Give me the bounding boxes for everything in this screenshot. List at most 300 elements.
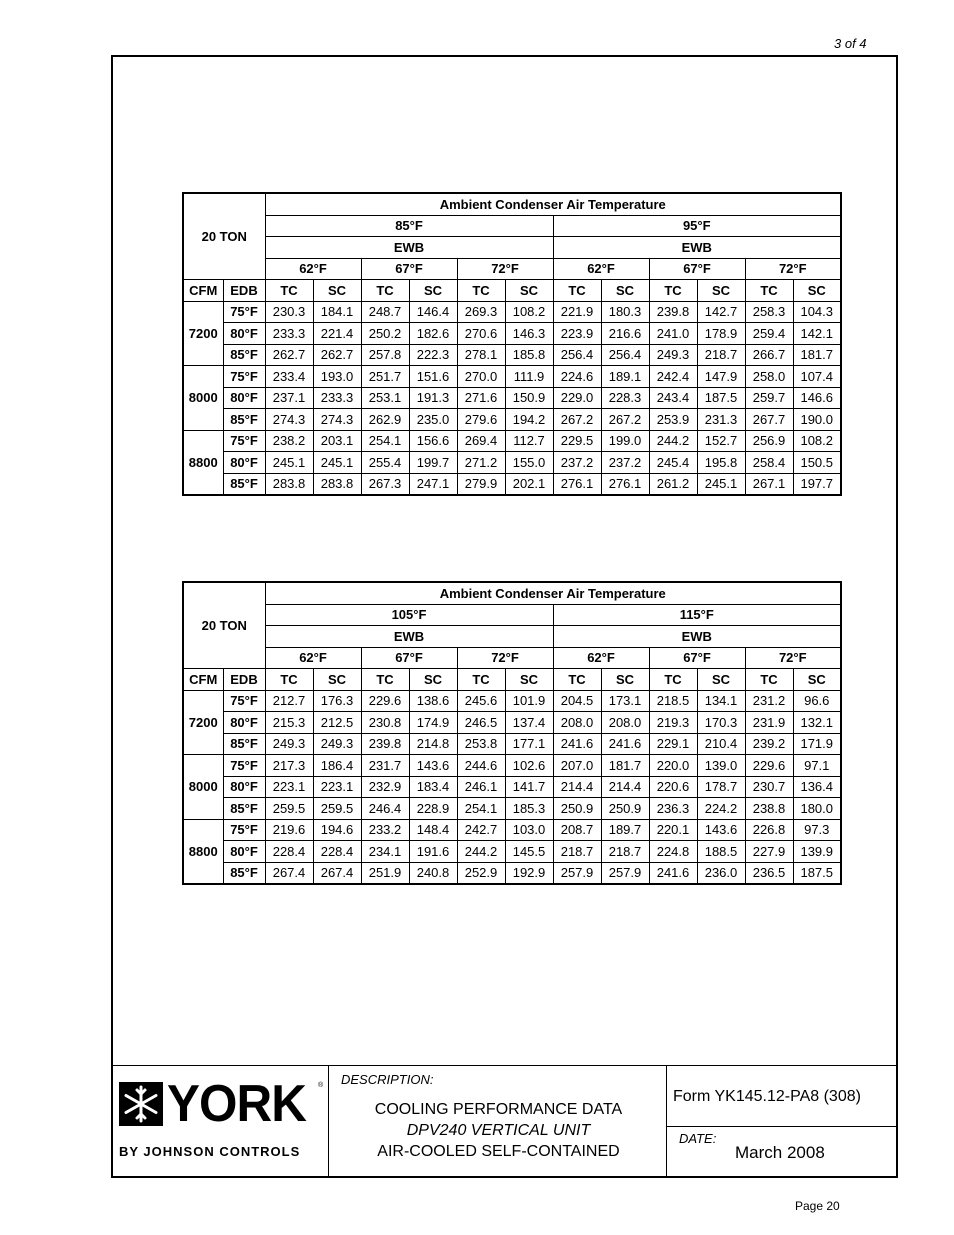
table-cell: 231.7 <box>361 755 409 777</box>
table-cell: 208.0 <box>553 712 601 734</box>
table-cell: 181.7 <box>793 344 841 366</box>
table-cell: 244.6 <box>457 755 505 777</box>
table-cell: 182.6 <box>409 323 457 345</box>
table-cell: 192.9 <box>505 862 553 884</box>
table-cell: 247.1 <box>409 473 457 495</box>
table-cell: 244.2 <box>649 430 697 452</box>
tc-header: TC <box>265 280 313 302</box>
edb-value: 75°F <box>223 755 265 777</box>
table-cell: 249.3 <box>649 344 697 366</box>
table-cell: 241.6 <box>553 733 601 755</box>
table-cell: 252.9 <box>457 862 505 884</box>
table-cell: 249.3 <box>265 733 313 755</box>
table-cell: 270.0 <box>457 366 505 388</box>
table-row <box>183 733 841 755</box>
wet-bulb-header: 62°F <box>265 258 361 280</box>
table-cell: 241.0 <box>649 323 697 345</box>
table-cell: 108.2 <box>793 430 841 452</box>
ambient-temp-header: 105°F <box>265 604 553 626</box>
form-number: Form YK145.12-PA8 (308) <box>673 1088 861 1105</box>
table-cell: 96.6 <box>793 690 841 712</box>
table-cell: 173.1 <box>601 690 649 712</box>
table-cell: 199.0 <box>601 430 649 452</box>
table-row <box>183 690 841 712</box>
table-cell: 143.6 <box>697 819 745 841</box>
table-cell: 191.3 <box>409 387 457 409</box>
table-cell: 259.5 <box>313 798 361 820</box>
ambient-temp-header: 115°F <box>553 604 841 626</box>
table-cell: 254.1 <box>361 430 409 452</box>
tc-header: TC <box>553 669 601 691</box>
table-cell: 107.4 <box>793 366 841 388</box>
table-cell: 141.7 <box>505 776 553 798</box>
table-cell: 245.4 <box>649 452 697 474</box>
table-cell: 183.4 <box>409 776 457 798</box>
table-cell: 256.4 <box>553 344 601 366</box>
ewb-header: EWB <box>265 626 553 648</box>
table-cell: 276.1 <box>553 473 601 495</box>
table-cell: 246.4 <box>361 798 409 820</box>
table-cell: 258.0 <box>745 366 793 388</box>
table-row <box>183 344 841 366</box>
table-cell: 147.9 <box>697 366 745 388</box>
sc-header: SC <box>697 669 745 691</box>
date-cell <box>666 1126 898 1178</box>
table-cell: 250.2 <box>361 323 409 345</box>
date-label: DATE: <box>679 1131 717 1146</box>
edb-value: 80°F <box>223 452 265 474</box>
table-cell: 181.7 <box>601 755 649 777</box>
table-cell: 231.3 <box>697 409 745 431</box>
edb-value: 85°F <box>223 344 265 366</box>
table-cell: 176.3 <box>313 690 361 712</box>
cfm-value: 7200 <box>183 301 223 366</box>
sc-header: SC <box>409 280 457 302</box>
table-row <box>183 323 841 345</box>
table-cell: 259.7 <box>745 387 793 409</box>
table-cell: 139.9 <box>793 841 841 863</box>
table-cell: 278.1 <box>457 344 505 366</box>
table-cell: 267.2 <box>553 409 601 431</box>
table-cell: 267.1 <box>745 473 793 495</box>
table-cell: 202.1 <box>505 473 553 495</box>
ambient-temp-header: 85°F <box>265 215 553 237</box>
table-cell: 230.8 <box>361 712 409 734</box>
wet-bulb-header: 62°F <box>553 258 649 280</box>
table-cell: 237.2 <box>601 452 649 474</box>
table-cell: 223.1 <box>265 776 313 798</box>
tc-header: TC <box>361 669 409 691</box>
table-cell: 235.0 <box>409 409 457 431</box>
table-cell: 245.1 <box>313 452 361 474</box>
table-cell: 239.8 <box>649 301 697 323</box>
wet-bulb-header: 67°F <box>649 258 745 280</box>
table-cell: 259.5 <box>265 798 313 820</box>
table-cell: 229.1 <box>649 733 697 755</box>
table-cell: 251.9 <box>361 862 409 884</box>
cfm-value: 8000 <box>183 366 223 431</box>
table-cell: 276.1 <box>601 473 649 495</box>
logo-subtitle: BY JOHNSON CONTROLS <box>119 1144 301 1159</box>
table-cell: 248.7 <box>361 301 409 323</box>
table-row <box>183 409 841 431</box>
table-cell: 195.8 <box>697 452 745 474</box>
table-cell: 136.4 <box>793 776 841 798</box>
table-cell: 221.4 <box>313 323 361 345</box>
table-cell: 242.7 <box>457 819 505 841</box>
table-cell: 231.2 <box>745 690 793 712</box>
ton-label: 20 TON <box>183 193 265 280</box>
table-cell: 220.0 <box>649 755 697 777</box>
table-cell: 132.1 <box>793 712 841 734</box>
table-cell: 189.1 <box>601 366 649 388</box>
table-cell: 174.9 <box>409 712 457 734</box>
table-cell: 274.3 <box>313 409 361 431</box>
table-cell: 150.5 <box>793 452 841 474</box>
table-cell: 228.9 <box>409 798 457 820</box>
table-row <box>183 862 841 884</box>
edb-value: 85°F <box>223 798 265 820</box>
table-cell: 279.6 <box>457 409 505 431</box>
table-cell: 214.4 <box>601 776 649 798</box>
table-cell: 148.4 <box>409 819 457 841</box>
table-cell: 250.9 <box>601 798 649 820</box>
table-cell: 283.8 <box>313 473 361 495</box>
table-cell: 246.1 <box>457 776 505 798</box>
table-cell: 238.2 <box>265 430 313 452</box>
table-cell: 269.3 <box>457 301 505 323</box>
table-row <box>183 798 841 820</box>
table-cell: 112.7 <box>505 430 553 452</box>
table-cell: 251.7 <box>361 366 409 388</box>
table-cell: 199.7 <box>409 452 457 474</box>
table-cell: 97.1 <box>793 755 841 777</box>
table-cell: 228.4 <box>265 841 313 863</box>
tc-header: TC <box>457 280 505 302</box>
table-cell: 194.2 <box>505 409 553 431</box>
table-cell: 156.6 <box>409 430 457 452</box>
table-cell: 229.6 <box>745 755 793 777</box>
wet-bulb-header: 72°F <box>745 258 841 280</box>
wet-bulb-header: 62°F <box>553 647 649 669</box>
table-cell: 178.9 <box>697 323 745 345</box>
page-number: Page 20 <box>795 1199 840 1213</box>
table-cell: 262.7 <box>265 344 313 366</box>
table-cell: 237.2 <box>553 452 601 474</box>
table-cell: 104.3 <box>793 301 841 323</box>
table-cell: 170.3 <box>697 712 745 734</box>
table-cell: 187.5 <box>697 387 745 409</box>
edb-value: 85°F <box>223 473 265 495</box>
table-cell: 143.6 <box>409 755 457 777</box>
table-cell: 197.7 <box>793 473 841 495</box>
table-cell: 207.0 <box>553 755 601 777</box>
table-cell: 146.4 <box>409 301 457 323</box>
ewb-header: EWB <box>265 237 553 259</box>
description-line-2: DPV240 VERTICAL UNIT <box>406 1122 591 1139</box>
table-cell: 233.3 <box>313 387 361 409</box>
edb-value: 75°F <box>223 366 265 388</box>
table-cell: 189.7 <box>601 819 649 841</box>
table-cell: 245.6 <box>457 690 505 712</box>
tc-header: TC <box>649 280 697 302</box>
table-cell: 244.2 <box>457 841 505 863</box>
table-cell: 253.8 <box>457 733 505 755</box>
table-cell: 215.3 <box>265 712 313 734</box>
table-cell: 274.3 <box>265 409 313 431</box>
table-cell: 255.4 <box>361 452 409 474</box>
table-cell: 267.4 <box>313 862 361 884</box>
description-label: DESCRIPTION: <box>341 1072 434 1087</box>
table-cell: 152.7 <box>697 430 745 452</box>
table-cell: 258.3 <box>745 301 793 323</box>
edb-value: 75°F <box>223 430 265 452</box>
wet-bulb-header: 72°F <box>457 647 553 669</box>
table-cell: 234.1 <box>361 841 409 863</box>
table-cell: 261.2 <box>649 473 697 495</box>
tc-header: TC <box>745 669 793 691</box>
sc-header: SC <box>505 280 553 302</box>
table-cell: 267.4 <box>265 862 313 884</box>
tc-header: TC <box>745 280 793 302</box>
table-cell: 242.4 <box>649 366 697 388</box>
table-cell: 249.3 <box>313 733 361 755</box>
table-cell: 134.1 <box>697 690 745 712</box>
table-cell: 259.4 <box>745 323 793 345</box>
cfm-header: CFM <box>183 669 223 691</box>
table-cell: 103.0 <box>505 819 553 841</box>
table-row <box>183 387 841 409</box>
table-cell: 204.5 <box>553 690 601 712</box>
ambient-title: Ambient Condenser Air Temperature <box>265 582 841 604</box>
snowflake-icon <box>119 1082 163 1126</box>
edb-header: EDB <box>223 669 265 691</box>
table-cell: 236.5 <box>745 862 793 884</box>
ambient-title: Ambient Condenser Air Temperature <box>265 193 841 215</box>
table-cell: 111.9 <box>505 366 553 388</box>
table-cell: 283.8 <box>265 473 313 495</box>
edb-header: EDB <box>223 280 265 302</box>
table-cell: 184.1 <box>313 301 361 323</box>
table-cell: 180.0 <box>793 798 841 820</box>
performance-table-1 <box>182 192 842 496</box>
table-cell: 185.3 <box>505 798 553 820</box>
table-row <box>183 712 841 734</box>
table-cell: 210.4 <box>697 733 745 755</box>
table-cell: 230.3 <box>265 301 313 323</box>
page-of-indicator: 3 of 4 <box>834 36 867 51</box>
ewb-header: EWB <box>553 626 841 648</box>
york-logo: YORK <box>167 1075 306 1133</box>
table-cell: 267.2 <box>601 409 649 431</box>
table-cell: 155.0 <box>505 452 553 474</box>
table-cell: 226.8 <box>745 819 793 841</box>
table-cell: 220.6 <box>649 776 697 798</box>
sc-header: SC <box>505 669 553 691</box>
table-cell: 232.9 <box>361 776 409 798</box>
tc-header: TC <box>649 669 697 691</box>
table-cell: 208.0 <box>601 712 649 734</box>
table-cell: 279.9 <box>457 473 505 495</box>
table-cell: 257.9 <box>601 862 649 884</box>
table-cell: 262.9 <box>361 409 409 431</box>
table-cell: 218.7 <box>601 841 649 863</box>
table-cell: 245.1 <box>265 452 313 474</box>
table-cell: 218.7 <box>697 344 745 366</box>
table-cell: 267.7 <box>745 409 793 431</box>
sc-header: SC <box>313 669 361 691</box>
table-row <box>183 776 841 798</box>
table-cell: 214.4 <box>553 776 601 798</box>
table-cell: 253.1 <box>361 387 409 409</box>
table-cell: 203.1 <box>313 430 361 452</box>
table-cell: 271.6 <box>457 387 505 409</box>
tc-header: TC <box>265 669 313 691</box>
table-cell: 266.7 <box>745 344 793 366</box>
table-cell: 229.5 <box>553 430 601 452</box>
cfm-value: 8800 <box>183 819 223 884</box>
table-cell: 239.8 <box>361 733 409 755</box>
table-cell: 270.6 <box>457 323 505 345</box>
sc-header: SC <box>697 280 745 302</box>
table-cell: 256.4 <box>601 344 649 366</box>
table-cell: 146.3 <box>505 323 553 345</box>
table-cell: 101.9 <box>505 690 553 712</box>
table-cell: 228.4 <box>313 841 361 863</box>
table-row <box>183 819 841 841</box>
table-cell: 241.6 <box>649 862 697 884</box>
table-cell: 218.7 <box>553 841 601 863</box>
table-cell: 262.7 <box>313 344 361 366</box>
table-cell: 102.6 <box>505 755 553 777</box>
table-cell: 214.8 <box>409 733 457 755</box>
wet-bulb-header: 67°F <box>361 647 457 669</box>
table-cell: 233.4 <box>265 366 313 388</box>
tc-header: TC <box>553 280 601 302</box>
table-cell: 108.2 <box>505 301 553 323</box>
wet-bulb-header: 72°F <box>457 258 553 280</box>
wet-bulb-header: 62°F <box>265 647 361 669</box>
form-number-cell <box>666 1065 898 1127</box>
table-cell: 208.7 <box>553 819 601 841</box>
edb-value: 85°F <box>223 409 265 431</box>
table-cell: 254.1 <box>457 798 505 820</box>
description-line-3: AIR-COOLED SELF-CONTAINED <box>377 1143 620 1160</box>
table-cell: 185.8 <box>505 344 553 366</box>
sc-header: SC <box>313 280 361 302</box>
edb-value: 85°F <box>223 862 265 884</box>
table-cell: 194.6 <box>313 819 361 841</box>
table-cell: 137.4 <box>505 712 553 734</box>
table-cell: 139.0 <box>697 755 745 777</box>
table-row <box>183 366 841 388</box>
table-row <box>183 841 841 863</box>
table-cell: 250.9 <box>553 798 601 820</box>
table-cell: 224.8 <box>649 841 697 863</box>
table-cell: 97.3 <box>793 819 841 841</box>
tc-header: TC <box>457 669 505 691</box>
date-value: March 2008 <box>735 1143 825 1162</box>
table-cell: 150.9 <box>505 387 553 409</box>
table-cell: 269.4 <box>457 430 505 452</box>
table-row <box>183 452 841 474</box>
table-cell: 221.9 <box>553 301 601 323</box>
registered-mark: ® <box>318 1082 324 1089</box>
table-cell: 228.3 <box>601 387 649 409</box>
table-cell: 236.0 <box>697 862 745 884</box>
sc-header: SC <box>409 669 457 691</box>
edb-value: 75°F <box>223 690 265 712</box>
table-row <box>183 473 841 495</box>
table-cell: 142.1 <box>793 323 841 345</box>
sc-header: SC <box>793 280 841 302</box>
table-cell: 245.1 <box>697 473 745 495</box>
tc-header: TC <box>361 280 409 302</box>
edb-value: 80°F <box>223 323 265 345</box>
table-cell: 146.6 <box>793 387 841 409</box>
table-cell: 151.6 <box>409 366 457 388</box>
table-cell: 233.2 <box>361 819 409 841</box>
table-cell: 229.0 <box>553 387 601 409</box>
ton-label: 20 TON <box>183 582 265 669</box>
table-cell: 257.9 <box>553 862 601 884</box>
cfm-value: 8000 <box>183 755 223 820</box>
table-cell: 257.8 <box>361 344 409 366</box>
table-cell: 180.3 <box>601 301 649 323</box>
sc-header: SC <box>601 669 649 691</box>
performance-table-2 <box>182 581 842 885</box>
ewb-header: EWB <box>553 237 841 259</box>
table-cell: 256.9 <box>745 430 793 452</box>
table-cell: 223.1 <box>313 776 361 798</box>
table-cell: 217.3 <box>265 755 313 777</box>
table-cell: 219.6 <box>265 819 313 841</box>
table-cell: 223.9 <box>553 323 601 345</box>
table-cell: 191.6 <box>409 841 457 863</box>
description-cell <box>328 1065 667 1178</box>
edb-value: 80°F <box>223 841 265 863</box>
table-row <box>183 755 841 777</box>
cfm-value: 7200 <box>183 690 223 755</box>
edb-value: 80°F <box>223 776 265 798</box>
wet-bulb-header: 67°F <box>361 258 457 280</box>
table-cell: 171.9 <box>793 733 841 755</box>
table-cell: 224.2 <box>697 798 745 820</box>
table-row <box>183 430 841 452</box>
table-cell: 186.4 <box>313 755 361 777</box>
edb-value: 85°F <box>223 733 265 755</box>
table-cell: 222.3 <box>409 344 457 366</box>
table-cell: 227.9 <box>745 841 793 863</box>
cfm-header: CFM <box>183 280 223 302</box>
table-cell: 138.6 <box>409 690 457 712</box>
table-cell: 216.6 <box>601 323 649 345</box>
table-cell: 212.7 <box>265 690 313 712</box>
table-cell: 212.5 <box>313 712 361 734</box>
table-cell: 230.7 <box>745 776 793 798</box>
table-cell: 219.3 <box>649 712 697 734</box>
table-cell: 236.3 <box>649 798 697 820</box>
wet-bulb-header: 72°F <box>745 647 841 669</box>
table-cell: 253.9 <box>649 409 697 431</box>
table-cell: 243.4 <box>649 387 697 409</box>
table-cell: 187.5 <box>793 862 841 884</box>
table-cell: 218.5 <box>649 690 697 712</box>
table-cell: 224.6 <box>553 366 601 388</box>
logo-cell <box>111 1065 329 1178</box>
table-cell: 258.4 <box>745 452 793 474</box>
description-line-1: COOLING PERFORMANCE DATA <box>374 1101 623 1118</box>
